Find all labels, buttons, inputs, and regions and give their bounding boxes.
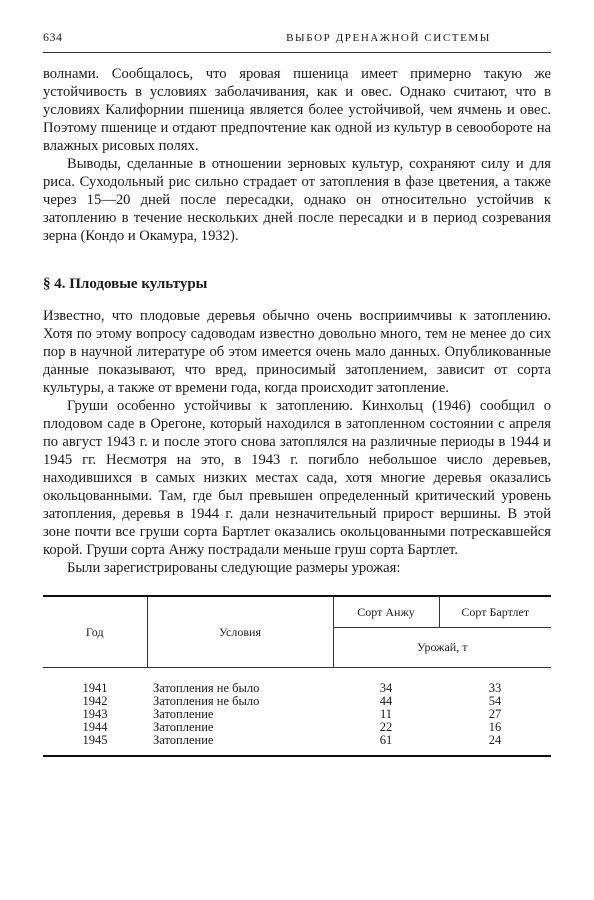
condition-cell: Затопление [153,720,214,734]
header-unit: Урожай, т [333,628,551,668]
header-bartlett: Сорт Бартлет [439,596,551,628]
anjou-yield-cell: 44 [379,694,393,708]
table-row [43,708,551,721]
year-cell: 1941 [82,681,108,695]
header-anjou: Сорт Анжу [333,596,439,628]
header-year: Год [43,596,147,668]
table-row [43,695,551,708]
paragraph-1: волнами. Сообщалось, что яровая пшеница имеет примерно такую же устойчивость в условиях заболачивания, как и овес. Однако считают, что в условиях Калифорнии пшеница является более устойчивой, чем ячмень и овес. Поэтому пшенице и отдают предпочтение как одной из культур в севообороте на влажных рисовых полях. [43,66,551,154]
bartlett-yield-cell: 16 [488,720,502,734]
anjou-yield-cell: 11 [379,707,393,721]
yield-table [43,595,551,757]
body-text [43,65,551,577]
paragraph-3: Известно, что плодовые деревья обычно очень восприимчивы к затоплению. Хотя по этому вопросу садоводам известно довольно много, тем не менее до сих пор в научной литературе об этом имеется очень мало данных. Опубликованные данные показывают, что вред, приносимый затоплением, зависит от сорта культуры, а также от времени года, когда происходит затопление. [43,308,551,396]
year-cell: 1942 [82,694,108,708]
year-cell: 1945 [82,733,108,747]
anjou-yield-cell: 22 [379,720,393,734]
paragraph-2: Выводы, сделанные в отношении зерновых культур, сохраняют силу и для риса. Суходольный рис сильно страдает от затопления в фазе цветения, а также через 15—20 дней после пересадки, однако он относительно устойчив к затоплению в течение нескольких дней после пересадки и в период созревания зерна (Кондо и Окамура, 1932). [43,156,551,244]
year-cell: 1943 [82,707,108,721]
anjou-yield-cell: 34 [379,681,393,695]
anjou-yield-cell: 61 [379,733,393,747]
header-conditions: Условия [147,596,333,668]
page-number: 634 [43,30,63,44]
table-body [43,682,551,747]
year-cell: 1944 [82,720,108,734]
condition-cell: Затопление [153,733,214,747]
bartlett-yield-cell: 54 [488,694,502,708]
running-header [43,30,551,53]
table-row [43,734,551,747]
condition-cell: Затопления не было [153,694,260,708]
bartlett-yield-cell: 33 [488,681,502,695]
bartlett-yield-cell: 27 [488,707,502,721]
condition-cell: Затопления не было [153,681,260,695]
paragraph-5: Были зарегистрированы следующие размеры урожая: [67,560,401,576]
condition-cell: Затопление [153,707,214,721]
paragraph-4: Груши особенно устойчивы к затоплению. Кинхольц (1946) сообщил о плодовом саде в Орегоне, который находился в затопленном состоянии с апреля по август 1943 г. и после этого снова затоплялся на различные периоды в 1944 и 1945 гг. Несмотря на это, в 1943 г. погибло небольшое число деревьев, находившихся в самых низких местах сада, хотя многие деревья оказались окольцованными. Там, где был превышен определенный критический уровень затопления, деревья в 1944 г. дали незначительный прирост вершины. В этой зоне почти все груши сорта Бартлет оказались окольцованными потрескавшейся корой. Груши сорта Анжу пострадали меньше груш сорта Бартлет. [43,398,551,558]
running-title: ВЫБОР ДРЕНАЖНОЙ СИСТЕМЫ [286,32,491,44]
table-row [43,682,551,695]
table-row [43,721,551,734]
bartlett-yield-cell: 24 [488,733,502,747]
section-heading: § 4. Плодовые культуры [43,276,208,292]
book-page [43,30,551,757]
